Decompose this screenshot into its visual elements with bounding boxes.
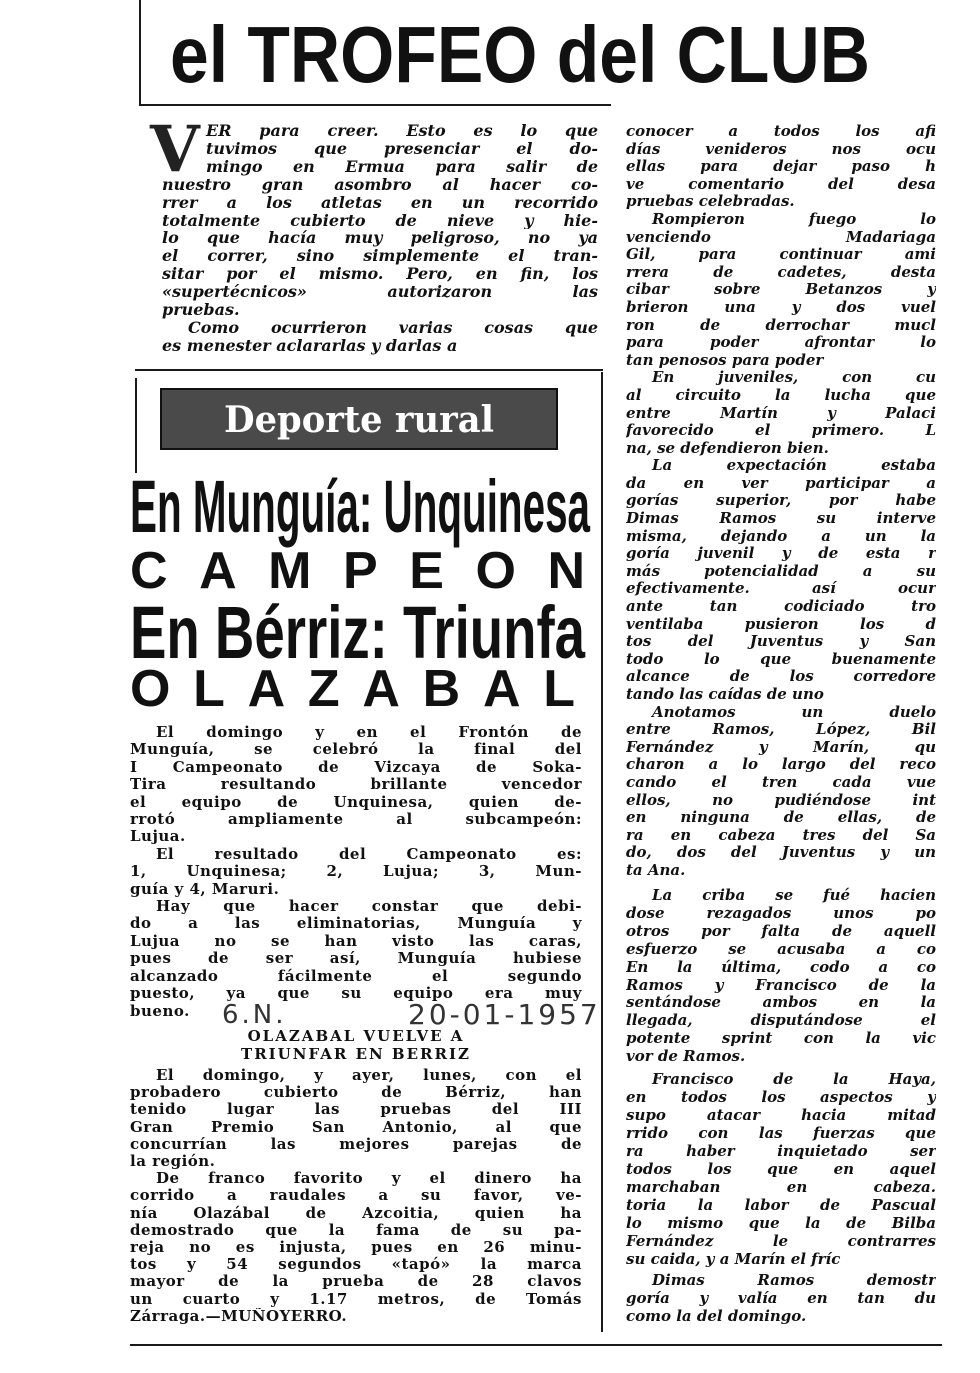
- text-line: Zárraga.—MUÑOYERRO.: [130, 1307, 348, 1325]
- text-line: brieron una y dos vuel: [626, 298, 936, 316]
- text-line: efectivamente. así ocur: [626, 580, 936, 598]
- title-box-left-rule: [139, 0, 141, 106]
- article-munguia: [130, 724, 582, 1020]
- text-line: en todos los aspectos y: [626, 1088, 936, 1106]
- text-line: mayor de la prueba de 28 clavos: [130, 1273, 582, 1291]
- text-line: Francisco de la Haya,: [652, 1070, 936, 1088]
- text-line: «supertécnicos» autorizaron las: [162, 283, 598, 302]
- right-column-block-2: [626, 887, 936, 1066]
- text-line: do a las eliminatorias, Munguía y: [130, 915, 582, 933]
- text-line: alcanzado fácilmente el segundo: [130, 967, 582, 985]
- text-line: lo que hacía muy peligroso, no ya: [162, 229, 598, 248]
- text-line: la región.: [130, 1153, 216, 1171]
- text-line: es menester aclararlas y darlas a: [162, 336, 458, 355]
- text-line: tenido lugar las pruebas del III: [130, 1101, 582, 1119]
- text-line: Gil, para continuar ami: [626, 246, 936, 264]
- text-line: 1, Unquinesa; 2, Lujua; 3, Mun-: [130, 863, 582, 881]
- text-line: como la del domingo.: [626, 1307, 807, 1325]
- text-line: vor de Ramos.: [626, 1048, 746, 1066]
- text-line: esfuerzo se acusaba a co: [626, 940, 936, 958]
- text-line: tan penosos para poder: [626, 351, 824, 369]
- text-line: cibar sobre Betanzos y: [626, 281, 936, 299]
- text-line: demostrado que la fama de su pa-: [130, 1221, 582, 1239]
- section-banner-text: Deporte rural: [224, 399, 494, 441]
- text-line: alcance de los corredore: [626, 668, 936, 686]
- section-divider: [135, 369, 603, 371]
- text-line: Dimas Ramos su interve: [626, 510, 936, 528]
- text-line: Lujua no se han visto las caras,: [130, 932, 582, 950]
- text-line: al circuito la lucha que: [626, 386, 936, 404]
- text-line: corrido a raudales a su favor, ve-: [130, 1187, 582, 1205]
- subhead-line-2: TRIUNFAR EN BERRIZ: [241, 1045, 471, 1063]
- right-column-block-4: [626, 1271, 936, 1325]
- text-line: Hay que hacer constar que debi-: [156, 898, 582, 916]
- text-line: ra en cabeza tres del Sa: [626, 826, 936, 844]
- right-column-block-3: [626, 1070, 936, 1268]
- text-line: Munguía, se celebró la final del: [130, 741, 582, 759]
- text-line: un cuarto y 1.17 metros, de Tomás: [130, 1290, 582, 1308]
- text-line: tando las caídas de uno: [626, 686, 824, 703]
- text-line: El resultado del Campeonato es:: [156, 845, 582, 863]
- left-rule: [135, 378, 137, 473]
- text-line: Rompieron fuego lo: [652, 210, 936, 228]
- text-line: guía y 4, Maruri.: [130, 880, 280, 898]
- text-line: Tira resultando brillante vencedor: [130, 776, 582, 794]
- text-line: Como ocurrieron varias cosas que: [188, 318, 598, 337]
- right-column-block-1: [626, 123, 936, 880]
- text-line: En la última, codo a co: [626, 958, 936, 976]
- text-line: tos y 54 segundos «tapó» la marca: [130, 1256, 582, 1274]
- text-line: el correr, sino simplemente el tran-: [162, 247, 598, 266]
- column-rule: [601, 372, 603, 1332]
- text-line: Lujua.: [130, 828, 186, 846]
- text-line: ellos, no pudiéndose int: [626, 791, 936, 809]
- text-line: rrera de cadetes, desta: [626, 263, 936, 281]
- text-line: bueno.: [130, 1002, 190, 1020]
- text-line: más potencialidad a su: [626, 562, 936, 580]
- handwritten-date: 20-01-1957: [408, 998, 601, 1031]
- text-line: Fernández le contrarres: [626, 1232, 936, 1250]
- text-line: totalmente cubierto de nieve y hie-: [162, 211, 598, 230]
- text-line: el equipo de Unquinesa, quien de-: [130, 793, 582, 811]
- section-banner: [160, 388, 558, 450]
- text-line: venciendo Madariaga: [626, 228, 936, 246]
- title-text: el TROFEO del CLUB: [170, 10, 870, 99]
- text-line: tuvimos que presenciar el do-: [206, 139, 598, 158]
- headline-4: OLAZABAL: [130, 660, 575, 718]
- text-line: pues de ser así, Munguía hubiese: [130, 950, 582, 968]
- text-line: rrido con las fuerzas que: [626, 1124, 936, 1142]
- text-line: para poder afrontar lo: [626, 334, 936, 352]
- drop-cap: V: [150, 112, 200, 187]
- text-line: ron de derrochar mucl: [626, 316, 936, 334]
- text-line: entre Ramos, López, Bil: [626, 721, 936, 739]
- text-line: gorías superior, por habe: [626, 492, 936, 510]
- text-line: puesto, ya que su equipo era muy: [130, 985, 582, 1003]
- text-line: días venideros nos ocu: [626, 140, 936, 158]
- text-line: goría y valía en tan du: [626, 1289, 936, 1307]
- article-berriz: [130, 1067, 582, 1325]
- text-line: Fernández y Marín, qu: [626, 738, 936, 756]
- text-line: todos los que en aquel: [626, 1160, 936, 1178]
- text-line: misma, dejando a un la: [626, 527, 936, 545]
- text-line: toria la labor de Pascual: [626, 1196, 936, 1214]
- text-line: ellas para dejar paso h: [626, 158, 936, 176]
- text-line: sentándose ambos en la: [626, 994, 936, 1012]
- text-line: supo atacar hacia mitad: [626, 1106, 936, 1124]
- text-line: reja no es injusta, pues en 26 minu-: [130, 1239, 582, 1257]
- text-line: En juveniles, con cu: [652, 369, 936, 387]
- intro-text: [162, 122, 598, 355]
- headline-group: [125, 470, 595, 720]
- text-line: entre Martín y Palaci: [626, 404, 936, 422]
- headline-2: CAMPEON: [130, 542, 585, 600]
- bottom-rule: [130, 1344, 942, 1346]
- text-line: El domingo y en el Frontón de: [156, 724, 582, 741]
- page-title: [160, 0, 880, 100]
- text-line: nía Olazábal de Azcoitia, quien ha: [130, 1204, 582, 1222]
- text-line: conocer a todos los afi: [626, 123, 936, 140]
- text-line: ra haber inquietado ser: [626, 1142, 936, 1160]
- subhead: [130, 1027, 582, 1063]
- text-line: favorecido el primero. L: [626, 422, 936, 440]
- text-line: todo lo que buenamente: [626, 650, 936, 668]
- text-line: ante tan codiciado tro: [626, 598, 936, 616]
- text-line: rrer a los atletas en un recorrido: [162, 193, 598, 212]
- text-line: otros por falta de aquell: [626, 922, 936, 940]
- text-line: do, dos del Juventus y un: [626, 844, 936, 862]
- text-line: Anotamos un duelo: [652, 703, 936, 721]
- text-line: ve comentario del desa: [626, 175, 936, 193]
- handwritten-source: 6.N.: [222, 1000, 287, 1030]
- text-line: cando el tren cada vue: [626, 773, 936, 791]
- text-line: goría juvenil y de esta r: [626, 545, 936, 563]
- text-line: charon a lo largo del reco: [626, 756, 936, 774]
- text-line: pruebas celebradas.: [626, 193, 795, 211]
- text-line: De franco favorito y el dinero ha: [156, 1170, 582, 1188]
- text-line: dose rezagados unos po: [626, 904, 936, 922]
- text-line: ER para creer. Esto es lo que: [206, 122, 598, 140]
- text-line: potente sprint con la vic: [626, 1030, 936, 1048]
- text-line: Ramos y Francisco de la: [626, 976, 936, 994]
- headline-1: En Munguía: Unquinesa: [130, 470, 591, 548]
- text-line: marchaban en cabeza.: [626, 1178, 936, 1196]
- text-line: El domingo, y ayer, lunes, con el: [156, 1067, 582, 1084]
- text-line: en ninguna de ellas, de: [626, 809, 936, 827]
- text-line: nuestro gran asombro al hacer co-: [162, 175, 598, 194]
- text-line: su caida, y a Marín el fríc: [626, 1250, 841, 1268]
- text-line: mingo en Ermua para salir de: [206, 157, 598, 176]
- text-line: llegada, disputándose el: [626, 1012, 936, 1030]
- text-line: tos del Juventus y San: [626, 633, 936, 651]
- text-line: Gran Premio San Antonio, al que: [130, 1118, 582, 1136]
- subhead-line-1: OLAZABAL VUELVE A: [247, 1027, 465, 1045]
- text-line: ventilaba pusieron los d: [626, 615, 936, 633]
- text-line: I Campeonato de Vizcaya de Soka-: [130, 758, 582, 776]
- text-line: probadero cubierto de Bérriz, han: [130, 1084, 582, 1102]
- text-line: pruebas.: [162, 301, 240, 319]
- text-line: Dimas Ramos demostr: [652, 1271, 936, 1289]
- text-line: da en ver participar a: [626, 474, 936, 492]
- headline-3: En Bérriz: Triunfa: [130, 591, 586, 674]
- text-line: sitar por el mismo. Pero, en fin, los: [162, 265, 598, 284]
- text-line: lo mismo que la de Bilba: [626, 1214, 936, 1232]
- text-line: concurrían las mejores parejas de: [130, 1135, 582, 1153]
- text-line: La criba se fué hacien: [652, 887, 936, 904]
- text-line: La expectación estaba: [652, 457, 936, 475]
- title-box-bottom-rule: [139, 104, 611, 106]
- text-line: na, se defendieron bien.: [626, 439, 829, 457]
- text-line: ta Ana.: [626, 861, 686, 879]
- text-line: rrotó ampliamente al subcampeón:: [130, 811, 582, 829]
